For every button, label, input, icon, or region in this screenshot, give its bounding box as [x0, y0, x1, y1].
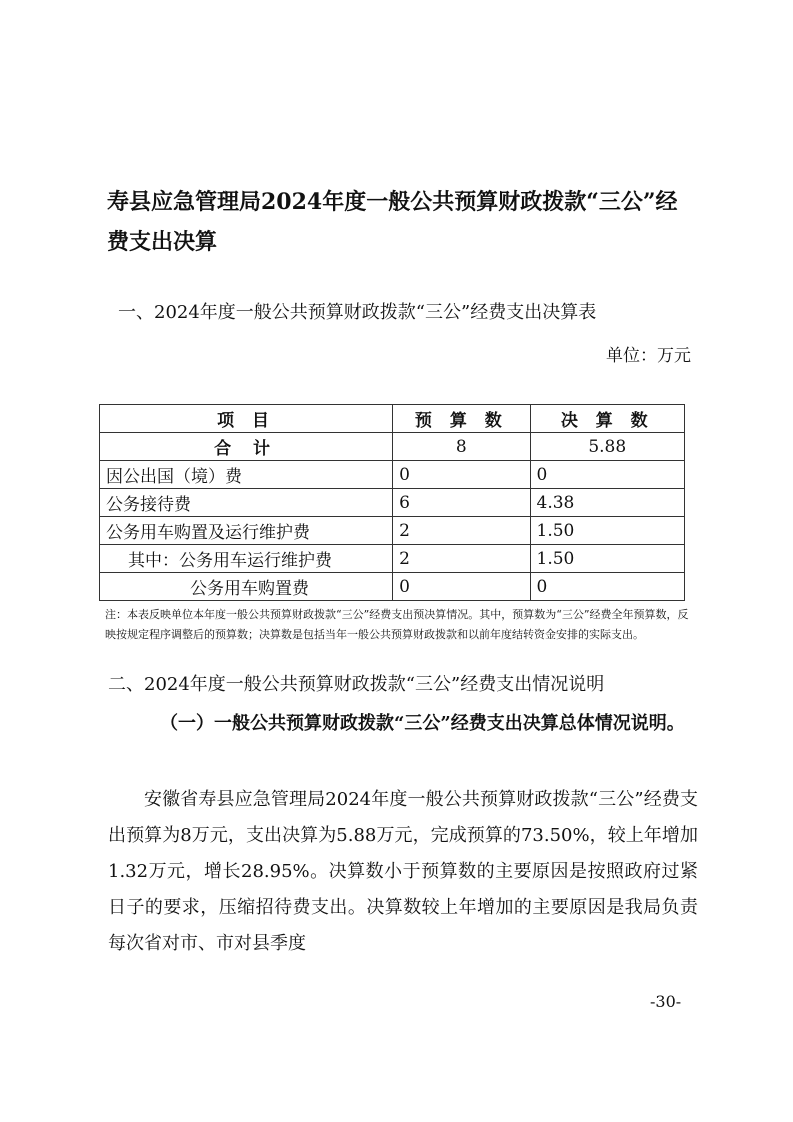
- table-row-total: [100, 433, 685, 461]
- table-row: [100, 461, 685, 489]
- cell-budget: 8: [393, 433, 530, 461]
- header-final: 决 算 数: [530, 405, 684, 433]
- cell-final: 0: [530, 573, 684, 601]
- cell-item: 因公出国（境）费: [100, 461, 393, 489]
- section-1-heading: 一、2024年度一般公共预算财政拨款“三公”经费支出决算表: [118, 302, 597, 323]
- unit-label: 单位：万元: [606, 346, 691, 366]
- table-row: [100, 545, 685, 573]
- table-row: [100, 517, 685, 545]
- cell-item: 其中：公务用车运行维护费: [100, 545, 393, 573]
- section-2-heading: 二、2024年度一般公共预算财政拨款“三公”经费支出情况说明: [108, 674, 605, 695]
- budget-table: [99, 404, 685, 601]
- header-item: 项 目: [100, 405, 393, 433]
- cell-final: 4.38: [530, 489, 684, 517]
- cell-final: 1.50: [530, 517, 684, 545]
- cell-budget: 0: [393, 461, 530, 489]
- cell-budget: 2: [393, 517, 530, 545]
- table-note: 注：本表反映单位本年度一般公共预算财政拨款“三公”经费支出预决算情况。其中，预算数为“三公”经费全年预算数，反映按规定程序调整后的预算数；决算数是包括当年一般公共预算财政拨款和以前年度结转资金安排的实际支出。: [105, 608, 689, 641]
- cell-final: 0: [530, 461, 684, 489]
- header-budget: 预 算 数: [393, 405, 530, 433]
- cell-item: 合 计: [100, 433, 393, 461]
- cell-item: 公务用车购置及运行维护费: [100, 517, 393, 545]
- page-number: -30-: [650, 992, 682, 1011]
- cell-budget: 6: [393, 489, 530, 517]
- cell-final: 1.50: [530, 545, 684, 573]
- body-paragraph: 安徽省寿县应急管理局2024年度一般公共预算财政拨款“三公”经费支出预算为8万元，支出决算为5.88万元，完成预算的73.50%，较上年增加1.32万元，增长28.95%。决算数小于预算数的主要原因是按照政府过紧日子的要求，压缩招待费支出。决算数较上年增加的主要原因是我局负责每次省对市、市对县季度: [108, 789, 698, 954]
- cell-item: 公务接待费: [100, 489, 393, 517]
- table-row: [100, 489, 685, 517]
- subsection-heading: （一）一般公共预算财政拨款“三公”经费支出决算总体情况说明。: [160, 713, 685, 734]
- document-title: 寿县应急管理局2024年度一般公共预算财政拨款“三公”经费支出决算: [107, 189, 678, 255]
- cell-item: 公务用车购置费: [100, 573, 393, 601]
- table-header-row: [100, 405, 685, 433]
- table-row: [100, 573, 685, 601]
- cell-budget: 0: [393, 573, 530, 601]
- cell-budget: 2: [393, 545, 530, 573]
- cell-final: 5.88: [530, 433, 684, 461]
